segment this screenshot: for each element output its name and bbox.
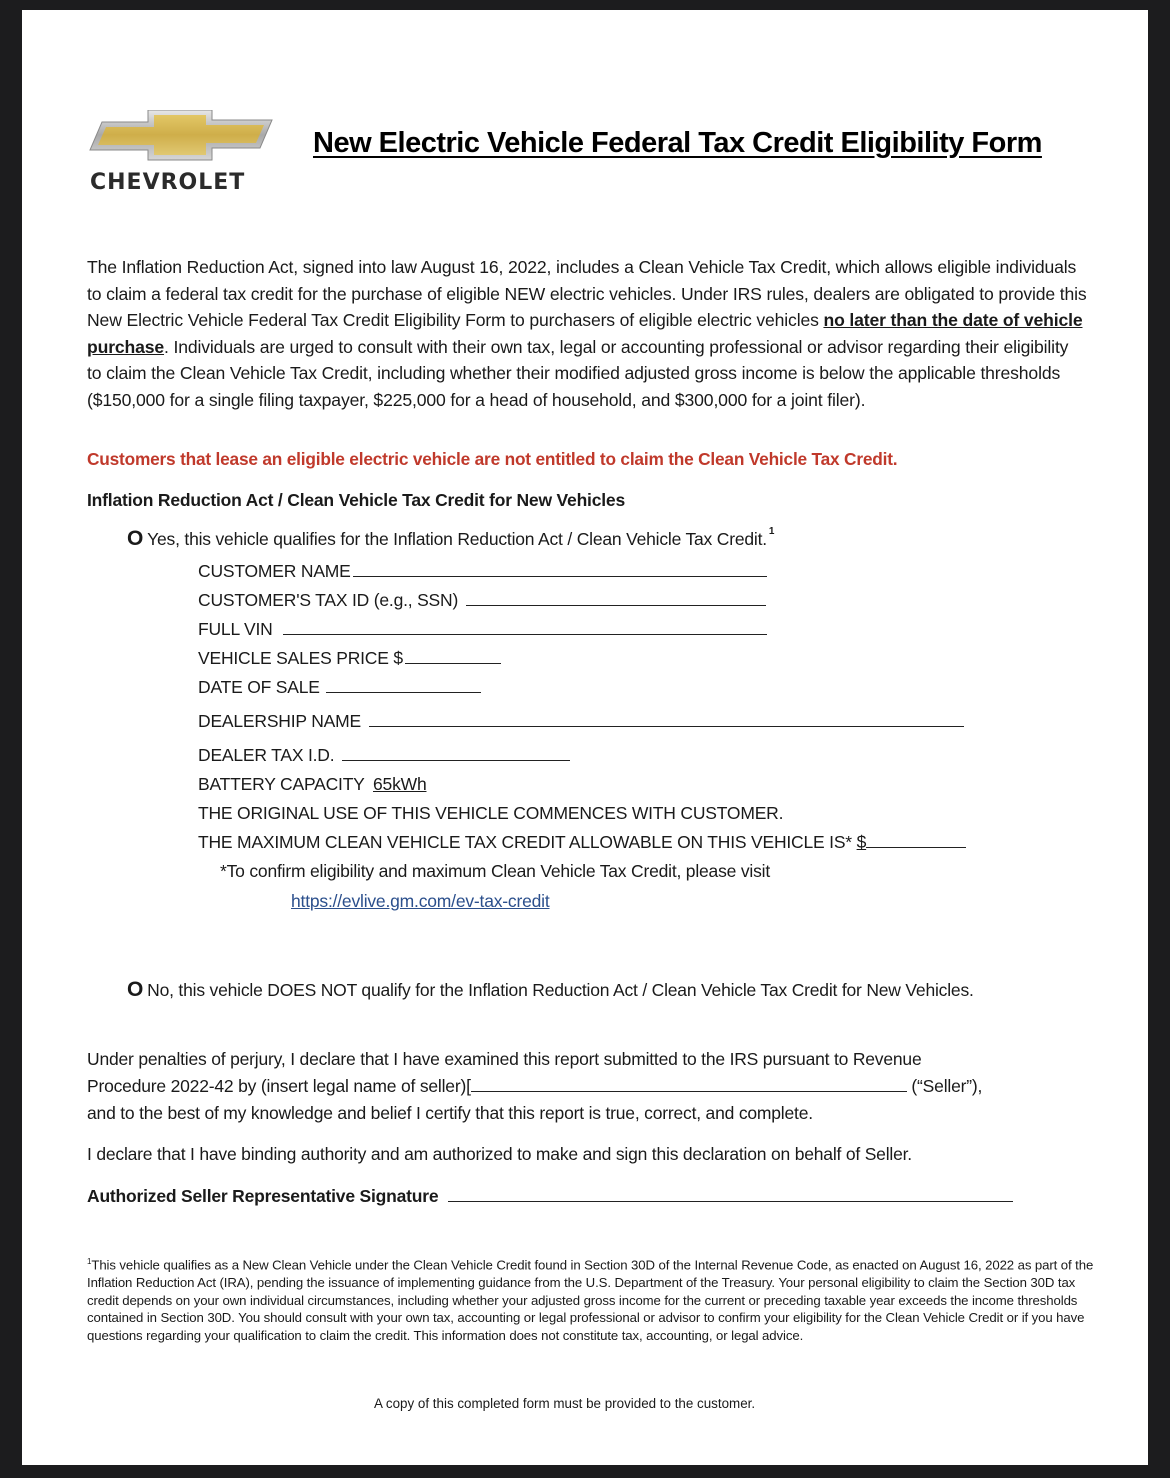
- sales-price-input[interactable]: [405, 662, 501, 664]
- battery-capacity-field: [198, 774, 426, 795]
- declaration-prefix: Procedure 2022-42 by (insert legal name of seller)[: [87, 1076, 471, 1096]
- customer-tax-id-field: [198, 590, 766, 611]
- dealership-name-field: [198, 711, 964, 732]
- intro-paragraph: [87, 254, 1087, 414]
- dealer-tax-id-field: [198, 745, 570, 766]
- max-credit-field: [198, 832, 966, 853]
- dealership-name-label: DEALERSHIP NAME: [198, 711, 361, 731]
- battery-capacity-value[interactable]: 65kWh: [373, 774, 427, 794]
- date-of-sale-label: DATE OF SALE: [198, 677, 320, 697]
- chevrolet-wordmark: CHEVROLET: [90, 170, 246, 195]
- footnote: [87, 1253, 1097, 1344]
- customer-tax-id-input[interactable]: [466, 604, 766, 606]
- seller-name-input[interactable]: [471, 1090, 907, 1092]
- option-no-label: No, this vehicle DOES NOT qualify for the Inflation Reduction Act / Clean Vehicle Tax Credit for New Vehicles.: [147, 980, 974, 1000]
- signature-label: Authorized Seller Representative Signature: [87, 1186, 439, 1206]
- dealer-tax-id-label: DEALER TAX I.D.: [198, 745, 335, 765]
- dealer-tax-id-input[interactable]: [342, 759, 570, 761]
- dealership-name-input[interactable]: [369, 725, 964, 727]
- option-yes[interactable]: [127, 526, 775, 551]
- customer-name-input[interactable]: [353, 575, 767, 577]
- declaration-line-1: Under penalties of perjury, I declare that I have examined this report submitted to the IRS pursuant to Revenue: [87, 1049, 922, 1069]
- page-title: New Electric Vehicle Federal Tax Credit Eligibility Form: [313, 127, 1042, 159]
- full-vin-field: [198, 619, 767, 640]
- signature-input[interactable]: [448, 1200, 1013, 1202]
- lease-warning: Customers that lease an eligible electric vehicle are not entitled to claim the Clean Vehicle Tax Credit.: [87, 449, 898, 469]
- customer-name-label: CUSTOMER NAME: [198, 561, 351, 581]
- sales-price-field: [198, 648, 501, 669]
- intro-text-part1: The Inflation Reduction Act, signed into law August 16, 2022, includes a Clean Vehicle Tax Credit, which allows eligible individuals to claim a federal tax credit for the purchase of eligible NEW electric vehicles. Under IRS rules, dealers are obligated to provide this New Electric Vehicle Federal Tax Credit Eligibility Form to purchasers of eligible electric vehicles: [87, 257, 1087, 331]
- declaration-line-2: [87, 1076, 982, 1097]
- intro-text-part2: . Individuals are urged to consult with their own tax, legal or accounting professional or advisor regarding their eligibility to claim the Clean Vehicle Tax Credit, including whether their modified adjusted gross income is below the applicable thresholds ($150,000 for a single filing taxpayer, $225,000 for a head of household, and $300,000 for a joint filer).: [87, 336, 1069, 410]
- document-page: [22, 10, 1148, 1465]
- customer-name-field: [198, 561, 767, 582]
- declaration-suffix: (“Seller”),: [906, 1076, 983, 1096]
- footnote-ref: 1: [768, 526, 775, 538]
- footnote-marker: 1: [87, 1257, 92, 1266]
- option-no[interactable]: [127, 978, 974, 1002]
- max-credit-input[interactable]: [866, 846, 966, 848]
- copy-notice: A copy of this completed form must be provided to the customer.: [374, 1396, 756, 1411]
- battery-capacity-label: BATTERY CAPACITY: [198, 774, 365, 794]
- authority-statement: I declare that I have binding authority and am authorized to make and sign this declaration on behalf of Seller.: [87, 1144, 912, 1164]
- customer-tax-id-label: CUSTOMER'S TAX ID (e.g., SSN): [198, 590, 459, 610]
- max-credit-currency: $: [856, 832, 867, 852]
- tax-credit-link[interactable]: https://evlive.gm.com/ev-tax-credit: [291, 891, 550, 911]
- full-vin-label: FULL VIN: [198, 619, 273, 639]
- radio-yes-marker[interactable]: O: [127, 527, 144, 550]
- signature-field: [87, 1186, 1013, 1207]
- original-use-statement: THE ORIGINAL USE OF THIS VEHICLE COMMENCES WITH CUSTOMER.: [198, 803, 784, 823]
- option-yes-label: Yes, this vehicle qualifies for the Inflation Reduction Act / Clean Vehicle Tax Credit.: [147, 529, 767, 549]
- max-credit-label: THE MAXIMUM CLEAN VEHICLE TAX CREDIT ALLOWABLE ON THIS VEHICLE IS*: [198, 832, 852, 852]
- date-of-sale-field: [198, 677, 481, 698]
- sales-price-label: VEHICLE SALES PRICE $: [198, 648, 403, 668]
- declaration-line-3: and to the best of my knowledge and belief I certify that this report is true, correct, and complete.: [87, 1103, 813, 1123]
- date-of-sale-input[interactable]: [326, 691, 481, 693]
- confirm-note: *To confirm eligibility and maximum Clean Vehicle Tax Credit, please visit: [220, 861, 770, 881]
- radio-no-marker[interactable]: O: [127, 978, 144, 1001]
- section-heading: Inflation Reduction Act / Clean Vehicle Tax Credit for New Vehicles: [87, 490, 625, 510]
- intro-emphasis: no later than the date of vehicle purchase: [87, 310, 1083, 357]
- full-vin-input[interactable]: [283, 633, 767, 635]
- footnote-text: This vehicle qualifies as a New Clean Vehicle under the Clean Vehicle Credit found in Section 30D of the Internal Revenue Code, as enacted on August 16, 2022 as part of the Inflation Reduction Act (IRA), pending the issuance of implementing guidance from the U.S. Department of the Treasury. Your personal eligibility to claim the Section 30D tax credit depends on your own individual circumstances, including whether your adjusted gross income for the current or preceding taxable year exceeds the income thresholds contained in Section 30D. You should consult with your own tax, accounting or legal professional or advisor to confirm your eligibility for the Clean Vehicle Credit or if you have questions regarding your qualification to claim the credit. This information does not constitute tax, accounting, or legal advice.: [87, 1257, 1094, 1343]
